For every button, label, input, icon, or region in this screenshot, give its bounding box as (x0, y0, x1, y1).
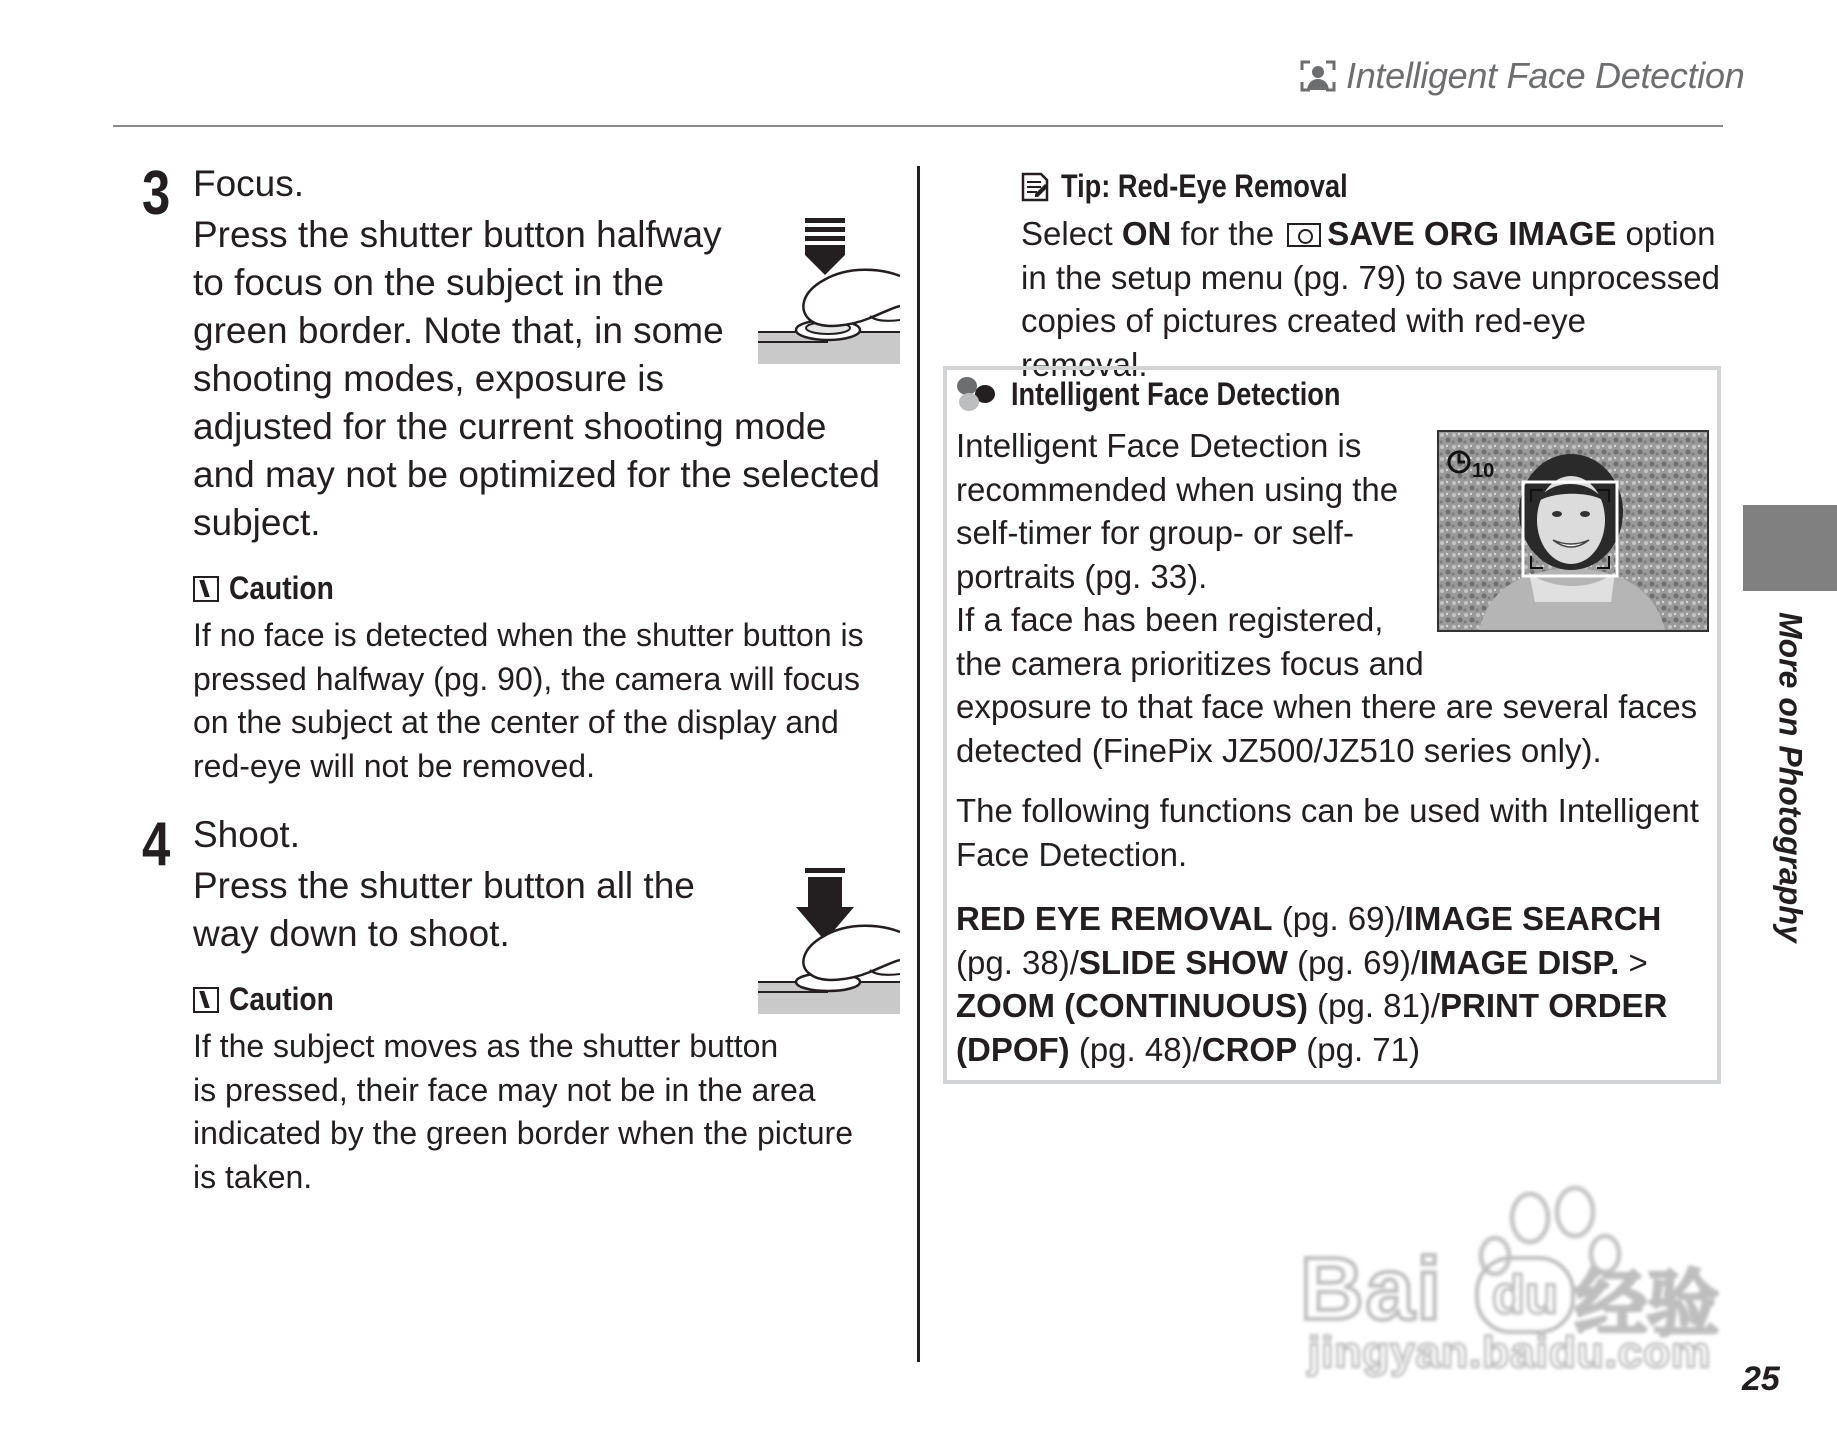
ifd-line: portraits (pg. 33). (956, 557, 1208, 595)
caution-line: is taken. (193, 1158, 313, 1195)
tip-heading (1021, 168, 1398, 205)
running-header (1300, 54, 1744, 98)
step-3-line: adjusted for the current shooting mode (193, 406, 827, 447)
step-4-title: Shoot. (193, 814, 300, 855)
watermark-cn: 经验 (1575, 1265, 1720, 1345)
caution-line: If no face is detected when the shutter button is (193, 617, 864, 653)
tip-line-2: in the setup menu (pg. 79) to save unprocessed (1021, 258, 1720, 296)
chapter-label-text: More on Photography (1772, 612, 1809, 943)
shutter-half-press-illustration (758, 216, 900, 364)
ifd-line: the camera prioritizes focus and (956, 644, 1424, 682)
step-3-number: 3 (142, 159, 169, 228)
function-name: IMAGE DISP. (1420, 943, 1620, 981)
caution-title: Caution (229, 981, 334, 1017)
caution-line: on the subject at the center of the display and (193, 704, 839, 740)
caution-icon (193, 576, 219, 602)
watermark-brand-bai: Bai (1300, 1239, 1443, 1338)
step-4-body (193, 862, 753, 958)
chapter-tab (1743, 505, 1837, 591)
caution-line: If the subject moves as the shutter button (193, 1028, 779, 1064)
step-3-line: green border. Note that, in some (193, 310, 724, 351)
ifd-line: self-timer for group- or self- (956, 514, 1354, 551)
function-name: PRINT ORDER (DPOF) (956, 987, 1668, 1068)
step-4-caution-text (193, 1025, 913, 1199)
tip-option-name: SAVE ORG IMAGE (1327, 215, 1617, 252)
function-ref: (pg. 71) (1297, 1030, 1420, 1068)
caution-line: pressed halfway (pg. 90), the camera will focus (193, 660, 860, 697)
tip-text: option (1616, 215, 1716, 252)
tip-title: Tip: Red-Eye Removal (1061, 168, 1348, 204)
red-eye-setup-icon (1287, 223, 1321, 247)
self-timer-readout: 10 (1472, 460, 1495, 482)
function-ref: (pg. 38)/ (956, 943, 1079, 981)
function-ref: > (1619, 943, 1648, 981)
tip-line-1 (1021, 212, 1721, 256)
tip-on-value: ON (1121, 215, 1172, 252)
step-3-line: to focus on the subject in the (193, 262, 665, 303)
function-name: SLIDE SHOW (1078, 943, 1288, 981)
function-ref: (pg. 69)/ (1272, 900, 1405, 937)
watermark-url: jingyan.baidu.com (1308, 1328, 1712, 1377)
ifd-box-paragraph-2 (956, 789, 1716, 876)
watermark-brand (1300, 1238, 1443, 1340)
page-number: 25 (1742, 1360, 1780, 1398)
tip-memo-icon (1021, 172, 1049, 202)
ifd-line: recommended when using the (956, 470, 1399, 508)
function-name: RED EYE REMOVAL (956, 900, 1273, 937)
column-divider (917, 166, 920, 1362)
function-name: CROP (1201, 1030, 1298, 1068)
caution-title: Caution (229, 570, 334, 606)
caution-icon (193, 987, 219, 1013)
intelligent-face-detection-icon (957, 377, 999, 413)
shutter-full-press-illustration (758, 866, 900, 1014)
caution-line: indicated by the green border when the picture (193, 1115, 853, 1151)
ifd-line: The following functions can be used with Intelligent (956, 792, 1699, 829)
ifd-function-list (956, 897, 1716, 1071)
caution-line: red-eye will not be removed. (193, 747, 595, 784)
function-name: ZOOM (CONTINUOUS) (956, 987, 1308, 1024)
ifd-line: Intelligent Face Detection is (956, 427, 1362, 464)
watermark-du-badge (1475, 1256, 1575, 1334)
baidu-watermark (1300, 1178, 1740, 1378)
function-ref: (pg. 69)/ (1287, 943, 1420, 981)
step-4-line: Press the shutter button all the (193, 865, 695, 906)
ifd-box-title: Intelligent Face Detection (1011, 376, 1341, 412)
step-3-title: Focus. (193, 163, 305, 204)
watermark-brand-du: du (1492, 1265, 1558, 1325)
tip-text: for the (1171, 215, 1284, 252)
tip-line-3: copies of pictures created with red-eye removal. (1021, 302, 1586, 383)
ifd-line: If a face has been registered, (956, 601, 1384, 638)
function-ref: (pg. 81)/ (1307, 987, 1441, 1024)
ifd-box-heading (957, 376, 1399, 413)
step-3-caution-text (193, 614, 913, 788)
ifd-line: Face Detection. (956, 835, 1188, 873)
ifd-line: detected (FinePix JZ500/JZ510 series only). (956, 731, 1602, 769)
caution-line: is pressed, their face may not be in the area (193, 1071, 816, 1108)
running-header-title: Intelligent Face Detection (1346, 55, 1745, 96)
header-rule (113, 125, 1723, 127)
step-3-line: shooting modes, exposure is (193, 358, 664, 399)
step-3-line: and may not be optimized for the selected (193, 454, 880, 495)
tip-text: Select (1021, 215, 1122, 252)
step-4-line: way down to shoot. (193, 913, 510, 954)
face-detection-icon (1300, 60, 1336, 92)
tip-body (1021, 212, 1721, 386)
function-ref: (pg. 48)/ (1069, 1030, 1202, 1068)
ifd-line: exposure to that face when there are several faces (956, 688, 1698, 725)
function-name: IMAGE SEARCH (1404, 900, 1662, 937)
face-detection-sample-photo (1437, 430, 1709, 632)
step-3-line: subject. (193, 502, 321, 543)
step-3-caution-heading (193, 570, 348, 607)
step-4-number: 4 (142, 810, 169, 879)
step-3-line: Press the shutter button halfway (193, 214, 722, 255)
step-4-caution-heading (193, 981, 348, 1018)
